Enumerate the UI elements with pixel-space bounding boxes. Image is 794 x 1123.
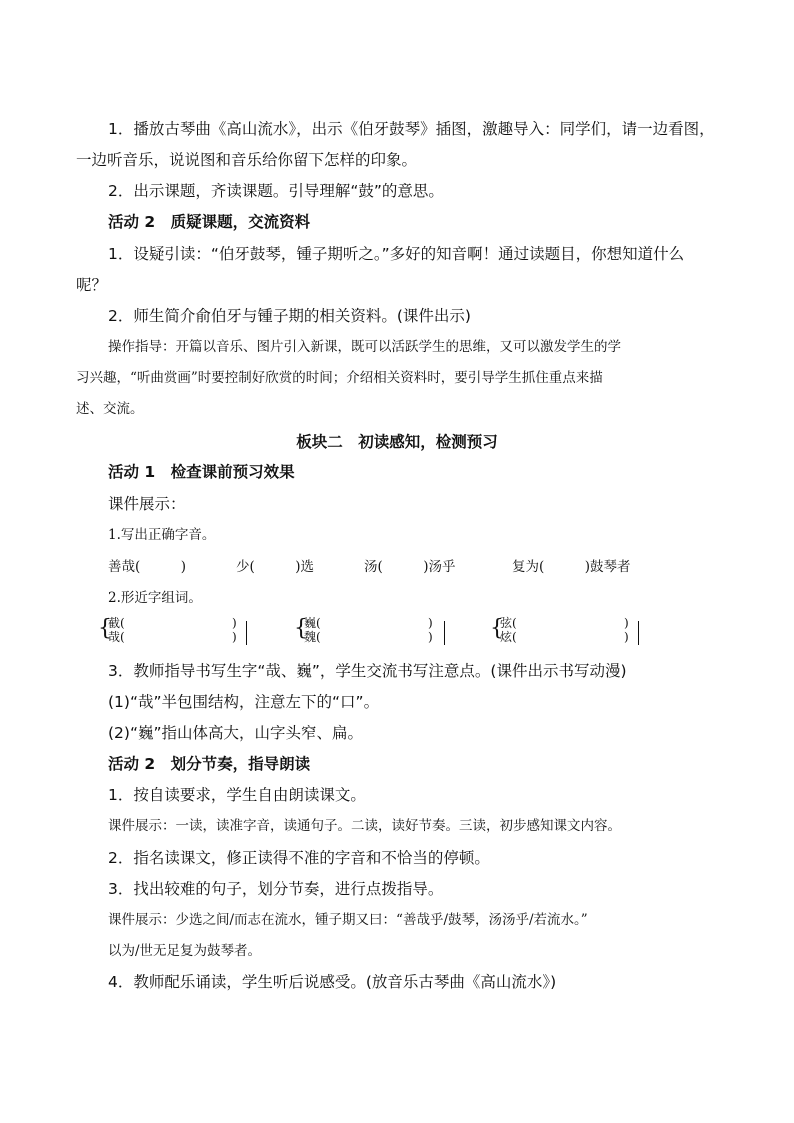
courseware-line: 课件展示：少选之间/而志在流水，锺子期又曰：“善哉乎/鼓琴，汤汤乎/若流水。”: [108, 912, 588, 928]
pinyin-item: 少( )选: [236, 559, 315, 575]
paragraph-line: 1．设疑引读：“伯牙鼓琴，锺子期听之。”多好的知音啊！通过读题目，你想知道什么: [108, 245, 685, 263]
section-title: 板块二 初读感知，检测预习: [296, 433, 498, 451]
paragraph-line: 3．教师指导书写生字“哉、巍”，学生交流书写注意点。(课件出示书写动漫): [108, 662, 627, 680]
paragraph-line: (2)“巍”指山体高大，山字头窄、扁。: [108, 724, 364, 742]
activity-heading: 活动 1 检查课前预习效果: [108, 463, 295, 481]
paren-close: ): [232, 616, 237, 630]
paragraph-line: 2．指名读课文，修正读得不准的字音和不恰当的停顿。: [108, 849, 490, 867]
word-top: 截(: [108, 616, 125, 630]
paragraph-line: 4．教师配乐诵读，学生听后说感受。(放音乐古琴曲《高山流水》): [108, 973, 557, 991]
question-title: 1.写出正确字音。: [108, 527, 216, 543]
question-title: 2.形近字组词。: [108, 590, 202, 606]
paren-close: ): [624, 630, 629, 644]
paragraph-line: 2．师生简介俞伯牙与锺子期的相关资料。(课件出示): [108, 307, 471, 325]
word-top: 巍(: [304, 616, 321, 630]
courseware-label: 课件展示：: [108, 495, 186, 513]
paragraph-line: 1．播放古琴曲《高山流水》，出示《伯牙鼓琴》插图，激趣导入：同学们，请一边看图，: [108, 120, 715, 138]
word-bottom: 哉(: [108, 630, 125, 644]
paragraph-line: 2．出示课题，齐读课题。引导理解“鼓”的意思。: [108, 182, 444, 200]
paragraph-line: 呢？: [76, 276, 108, 294]
paren-close: ): [428, 630, 433, 644]
guide-line: 习兴趣，“听曲赏画”时要控制好欣赏的时间；介绍相关资料时，要引导学生抓住重点来描: [76, 370, 603, 386]
paragraph-line: 3．找出较难的句子，划分节奏，进行点拨指导。: [108, 880, 444, 898]
divider: [638, 621, 639, 645]
paragraph-line: 一边听音乐，说说图和音乐给你留下怎样的印象。: [76, 151, 418, 169]
word-bottom: 炫(: [500, 630, 517, 644]
pinyin-item: 善哉( ): [108, 559, 187, 575]
paragraph-line: (1)“哉”半包围结构，注意左下的“口”。: [108, 693, 380, 711]
courseware-line: 课件展示：一读，读准字音，读通句子。二读，读好节奏。三读，初步感知课文内容。: [108, 818, 621, 834]
pinyin-item: 复为( )鼓琴者: [512, 559, 631, 575]
divider: [444, 621, 445, 645]
pinyin-item: 汤( )汤乎: [364, 559, 456, 575]
brace-icon: {: [98, 616, 112, 641]
divider: [246, 621, 247, 645]
paren-close: ): [232, 630, 237, 644]
activity-heading: 活动 2 划分节奏，指导朗读: [108, 755, 311, 773]
paren-close: ): [624, 616, 629, 630]
brace-icon: {: [490, 616, 504, 641]
courseware-line: 以为/世无足复为鼓琴者。: [108, 943, 262, 959]
guide-line: 操作指导：开篇以音乐、图片引入新课，既可以活跃学生的思维，又可以激发学生的学: [108, 339, 621, 355]
word-bottom: 魏(: [304, 630, 321, 644]
paren-close: ): [428, 616, 433, 630]
word-top: 弦(: [500, 616, 517, 630]
brace-icon: {: [294, 616, 308, 641]
paragraph-line: 1．按自读要求，学生自由朗读课文。: [108, 786, 366, 804]
guide-line: 述、交流。: [76, 401, 144, 417]
activity-heading: 活动 2 质疑课题，交流资料: [108, 213, 311, 231]
